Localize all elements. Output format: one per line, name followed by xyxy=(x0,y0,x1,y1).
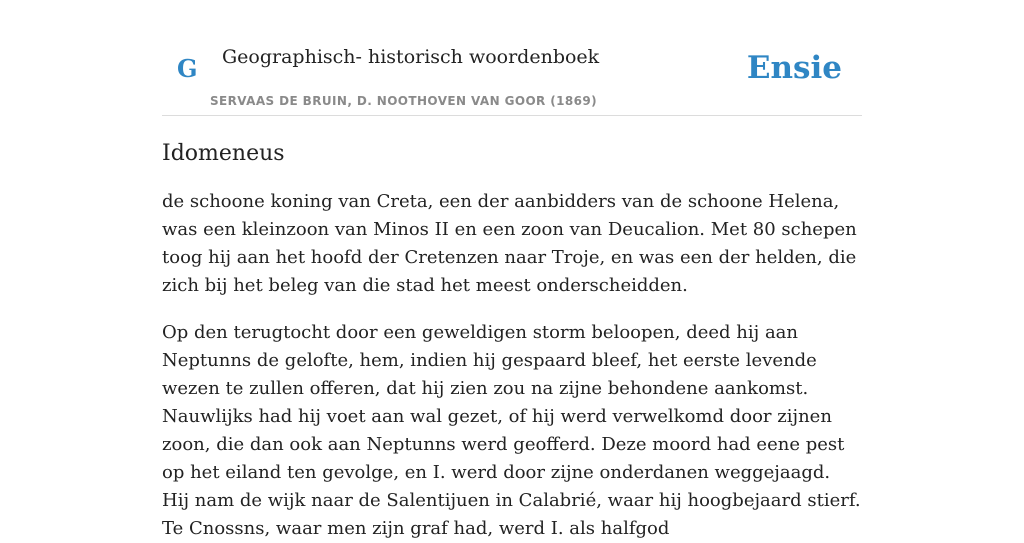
book-letter-icon[interactable]: G xyxy=(177,54,198,83)
book-author: SERVAAS DE BRUIN, D. NOOTHOVEN VAN GOOR (1869) xyxy=(210,94,598,108)
entry-paragraph: de schoone koning van Creta, een der aanbidders van de schoone Helena, was een kleinzoon van Minos II en een zoon van Deucalion. Met 80 schepen toog hij aan het hoofd der Cretenzen naar Troje, en was een der helden, die zich bij het beleg van die stad het meest onderscheidden. xyxy=(162,191,857,296)
entry-paragraph: Op den terugtocht door een geweldigen storm beloopen, deed hij aan Neptunns de gelofte, hem, indien hij gespaard bleef, het eerste levende wezen te zullen offeren, dat hij zien zou na zijne behondene aankomst. Nauwlijks had hij voet aan wal gezet, of hij werd verwelkomd door zijnen zoon, die dan ook aan Neptunns werd geofferd. Deze moord had eene pest op het eiland ten gevolge, en I. werd door zijne onderdanen weggejaagd. Hij nam de wijk naar de Salentijuen in Calabrié, waar hij hoogbejaard stierf. Te Cnossns, waar men zijn graf had, werd I. als halfgod xyxy=(162,322,861,539)
entry-title: Idomeneus xyxy=(162,141,285,166)
entry-body xyxy=(162,188,862,543)
page xyxy=(162,0,862,543)
book-header xyxy=(162,40,862,116)
book-title-link[interactable]: Geographisch- historisch woordenboek xyxy=(222,46,600,68)
ensie-logo[interactable]: Ensie xyxy=(746,50,842,86)
